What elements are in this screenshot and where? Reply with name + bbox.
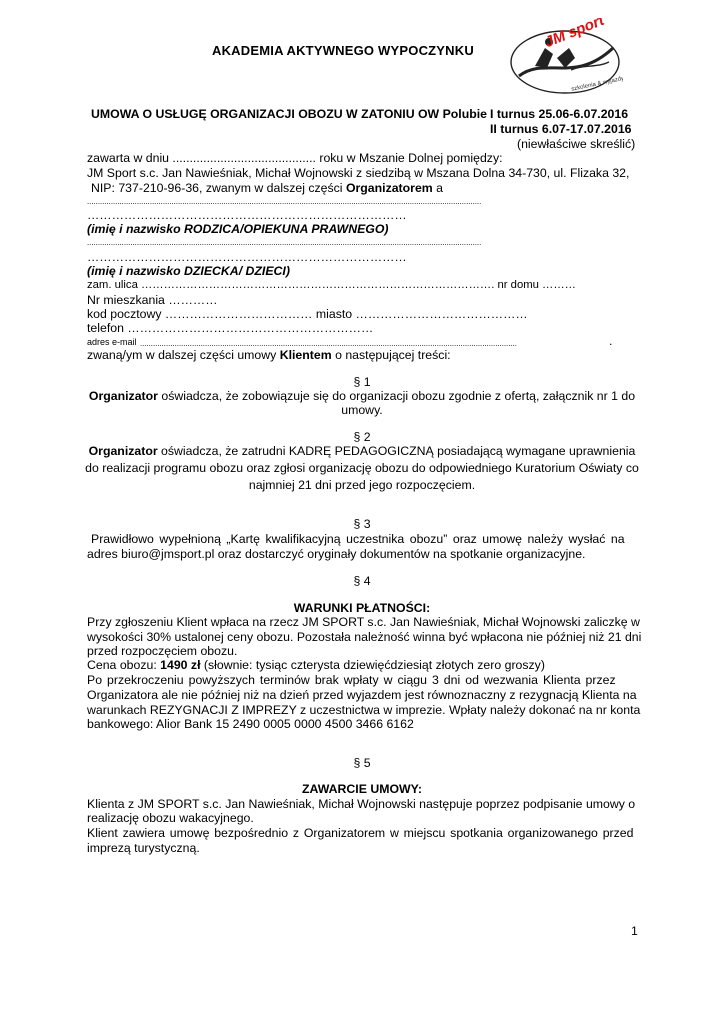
phone-field[interactable]: telefon …………………………………………………… xyxy=(87,321,374,335)
client-line: zwaną/ym w dalszej części umowy Klientem o następującej treści: xyxy=(87,348,451,362)
turn-1: I turnus 25.06-6.07.2016 xyxy=(490,107,629,121)
section-4-p2b: Organizatora ale nie później niż na dzień przed wyjazdem jest równoznaczny z rezygnacją Klienta na xyxy=(87,688,637,702)
section-1-mark: § 1 xyxy=(353,375,371,389)
turn-2: II turnus 6.07-17.07.2016 xyxy=(490,122,632,136)
section-3-mark: § 3 xyxy=(353,517,371,531)
section-4-p1a: Przy zgłoszeniu Klient wpłaca na rzecz JM SPORT s.c. Jan Nawieśniak, Michał Wojnowski zaliczkę w xyxy=(87,615,640,629)
section-2-mark: § 2 xyxy=(353,430,371,444)
organizer-address: JM Sport s.c. Jan Nawieśniak, Michał Wojnowski z siedzibą w Mszana Dolna 34-730, ul. Flizaka 32, xyxy=(87,166,630,180)
section-5-p2a: Klient zawiera umowę bezpośrednio z Organizatorem w miejscu spotkania organizowanego przed xyxy=(87,826,634,840)
section-3-text-b: adres biuro@jmsport.pl oraz dostarczyć oryginały dokumentów na spotkanie organizacyjne. xyxy=(87,547,586,561)
bank-account: bankowego: Alior Bank 15 2490 0005 0000 4500 3466 6162 xyxy=(87,717,414,731)
page-number: 1 xyxy=(631,924,638,938)
section-1-text-b: umowy. xyxy=(341,403,383,417)
section-5-p2b: imprezą turystyczną. xyxy=(87,841,200,855)
organizer-nip: NIP: 737-210-96-36, zwanym w dalszej części Organizatorem a xyxy=(91,181,443,195)
camp-price: Cena obozu: 1490 zł (słownie: tysiąc czterysta dziewięćdziesiąt złotych zero groszy) xyxy=(87,658,545,672)
postal-city-field[interactable]: kod pocztowy ……………………………… miasto …………………………………… xyxy=(87,307,528,321)
child-label: (imię i nazwisko DZIECKA/ DZIECI) xyxy=(87,264,290,278)
section-5-p1b: realizację obozu wakacyjnego. xyxy=(87,811,254,825)
parent-label: (imię i nazwisko RODZICA/OPIEKUNA PRAWNEGO) xyxy=(87,222,389,236)
section-2-text-c: najmniej 21 dni przed jego rozpoczęciem. xyxy=(248,478,476,492)
section-5-mark: § 5 xyxy=(353,756,371,770)
section-4-p2c: warunkach REZYGNACJI Z IMPREZY z uczestnictwa w imprezie. Wpłaty należy dokonać na nr konta xyxy=(87,703,641,717)
email-field[interactable]: adres e-mail .............................................................................................................................................................................. . xyxy=(87,334,613,348)
company-logo xyxy=(505,18,623,98)
logo-graphic xyxy=(505,18,623,98)
section-4-p1c: przed rozpoczęciem obozu. xyxy=(87,644,238,658)
page-heading: AKADEMIA AKTYWNEGO WYPOCZYNKU xyxy=(212,43,474,58)
flat-field[interactable]: Nr mieszkania ………… xyxy=(87,293,218,307)
child-dots-line-2[interactable]: …………………………………………………………………… xyxy=(87,250,407,264)
parent-dots-line-2[interactable]: …………………………………………………………………… xyxy=(87,208,407,222)
section-5-p1a: Klienta z JM SPORT s.c. Jan Nawieśniak, Michał Wojnowski następuje poprzez podpisanie umowy o xyxy=(87,797,636,811)
section-4-heading: WARUNKI PŁATNOŚCI: xyxy=(293,601,431,615)
section-4-p2a: Po przekroczeniu powyższych terminów brak wpłaty w ciągu 3 dni od wezwania Klienta przez xyxy=(87,673,616,687)
parent-dots-line-1[interactable]: ...................................................................................................................................................................................... xyxy=(87,197,482,206)
section-4-p1b: wysokości 30% ustalonej ceny obozu. Pozostała należność winna być wpłacona nie później niż 21 dni xyxy=(87,630,642,644)
section-3-text-a: Prawidłowo wypełnioną „Kartę kwalifikacyjną uczestnika obozu” oraz umowę należy wysłać na xyxy=(91,532,625,546)
strike-note: (niewłaściwe skreślić) xyxy=(517,137,636,151)
logo-text: JM sport xyxy=(542,18,607,52)
logo-subtext: szkolenia & wyjazdy xyxy=(570,75,623,93)
section-2-text-b: do realizacji programu obozu oraz zgłosi organizację obozu do odpowiedniego Kuratorium Oświaty co xyxy=(85,461,639,475)
section-1-text-a: Organizator oświadcza, że zobowiązuje się do organizacji obozu zgodnie z ofertą, załącznik nr 1 do xyxy=(88,389,636,403)
section-2-text-a: Organizator oświadcza, że zatrudni KADRĘ PEDAGOGICZNĄ posiadającą wymagane uprawnienia xyxy=(88,444,636,458)
street-field[interactable]: zam. ulica …………………………………………………………………………………. nr domu ……… xyxy=(87,279,576,291)
child-dots-line-1[interactable]: ...................................................................................................................................................................................... xyxy=(87,238,482,247)
section-4-mark: § 4 xyxy=(353,574,371,588)
section-5-heading: ZAWARCIE UMOWY: xyxy=(302,782,422,796)
contract-title: UMOWA O USŁUGĘ ORGANIZACJI OBOZU W ZATONIU OW Polubie xyxy=(91,107,487,121)
contract-date-line: zawarta w dniu .......................................... roku w Mszanie Dolnej pomiędzy: xyxy=(87,151,503,165)
